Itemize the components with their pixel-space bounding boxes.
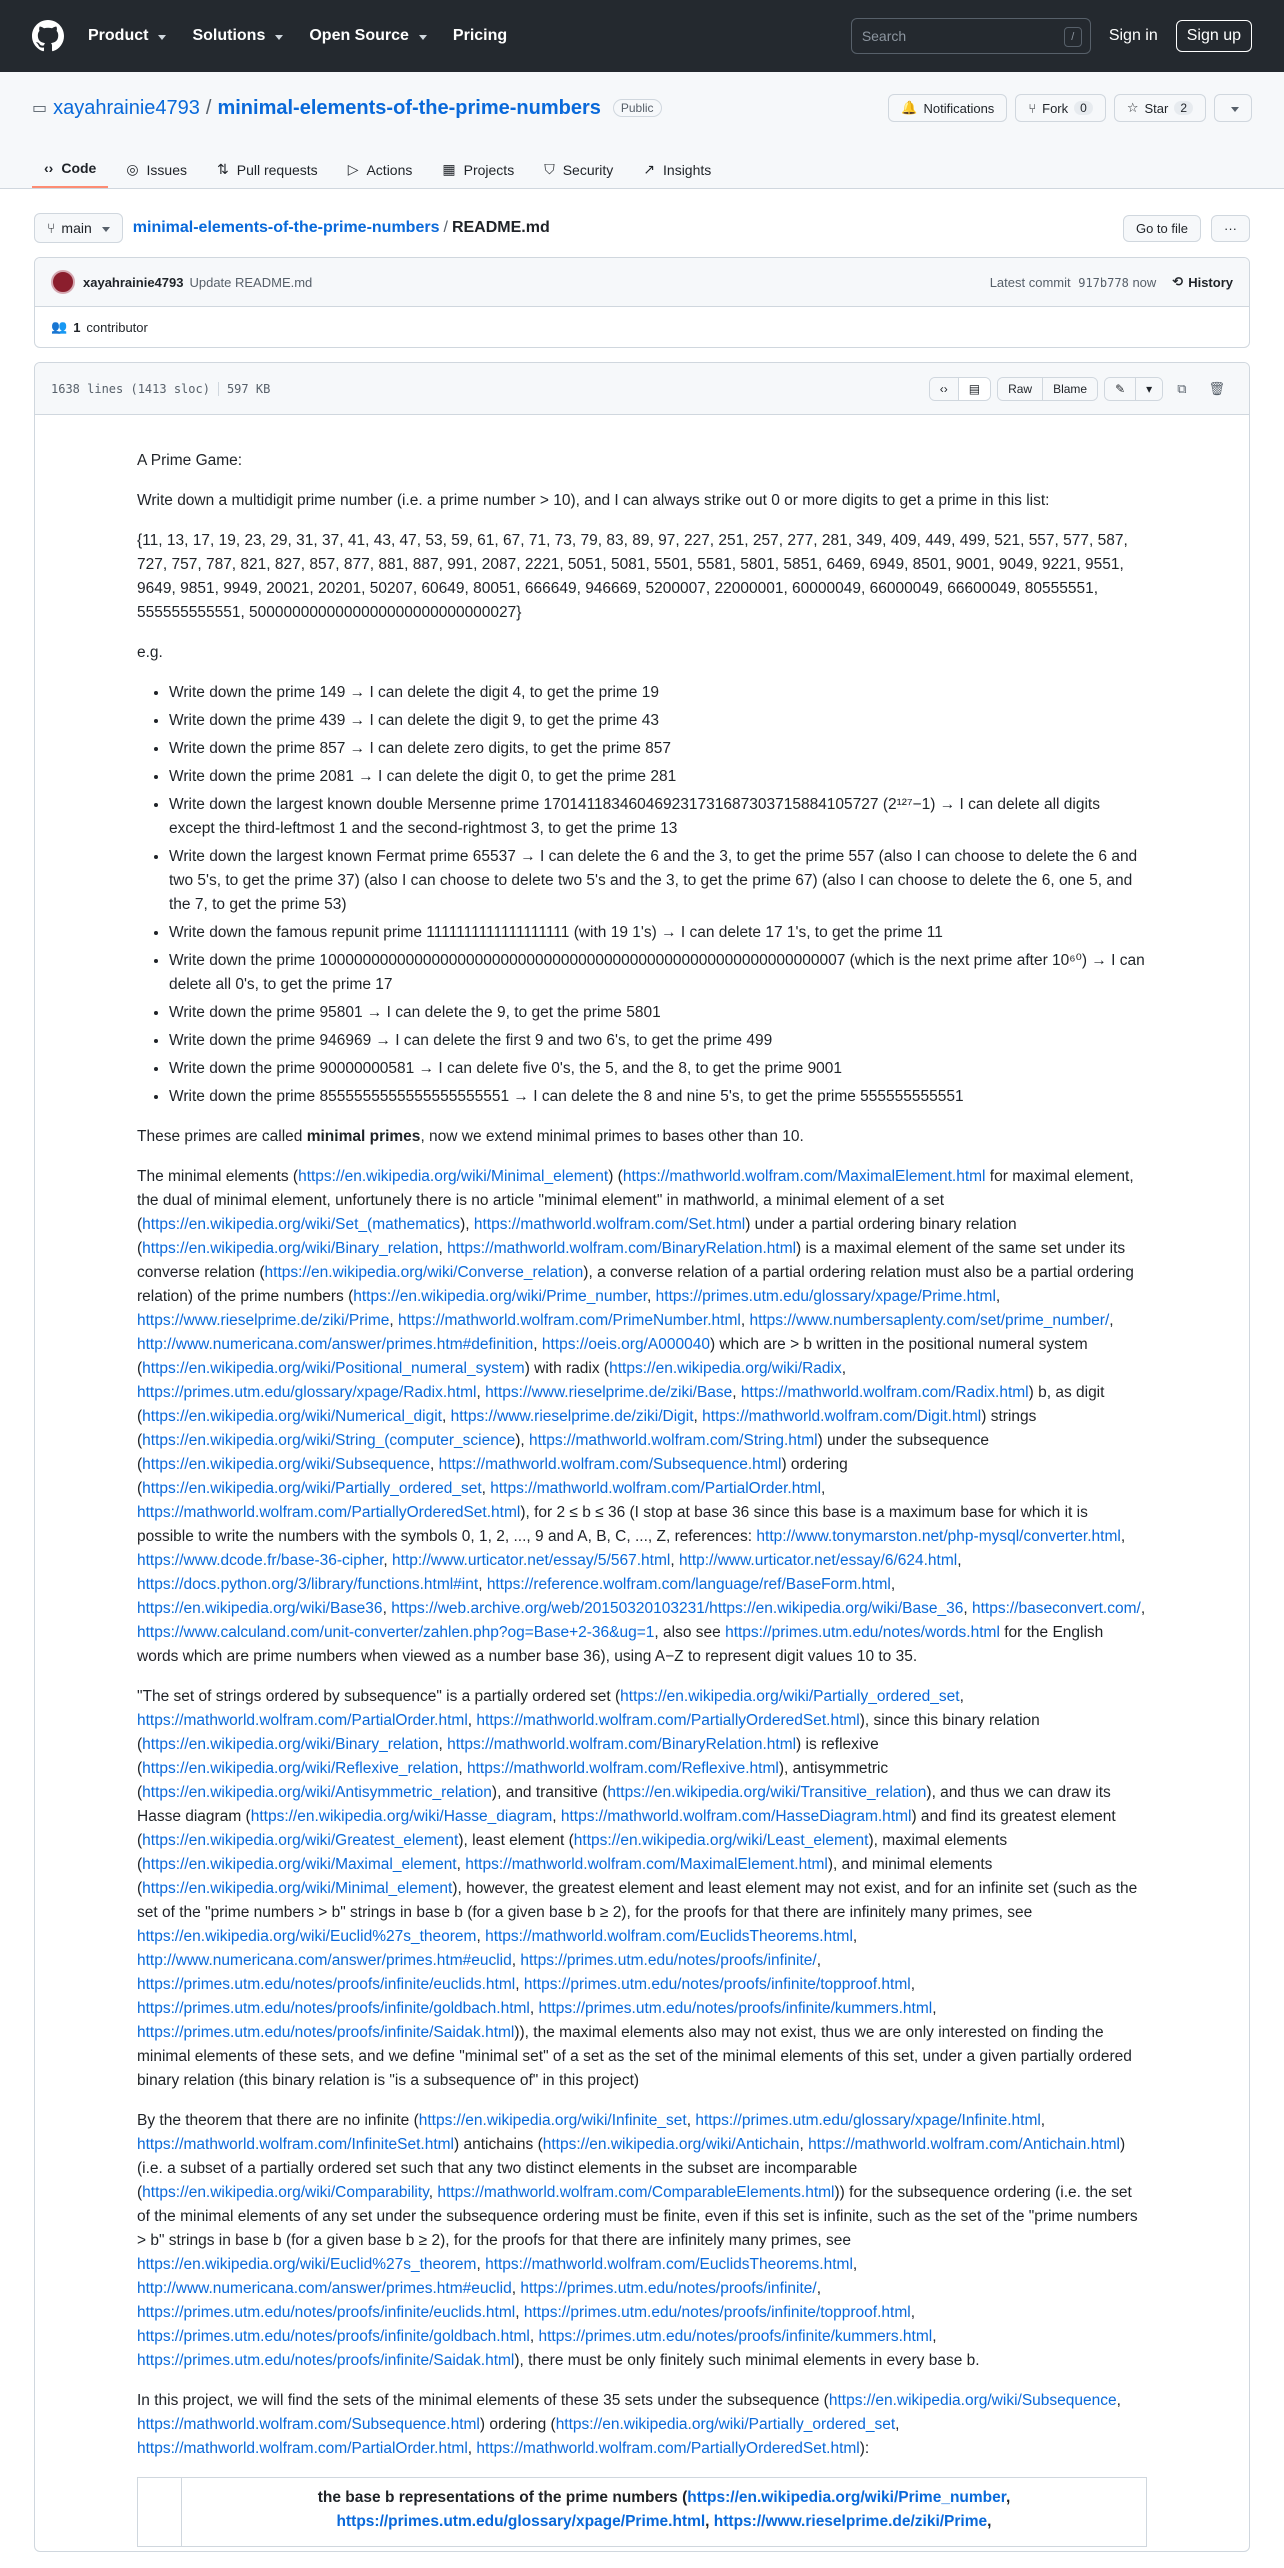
github-logo-icon[interactable] (32, 19, 66, 53)
main-content (0, 189, 1284, 2568)
fork-label: Fork (1042, 100, 1069, 116)
notifications-label: Notifications (923, 100, 995, 116)
list-item: • Write down the prime 946969 → I can delete the first 9 and two 6's, to get the prime 499 (169, 1029, 1147, 1053)
signin-link[interactable]: Sign in (1108, 27, 1158, 44)
file-viewer (34, 362, 1250, 2552)
chevron-down-icon (1231, 107, 1239, 112)
readme-link[interactable]: https://primes.utm.edu/notes/proofs/infinite/ (520, 2280, 817, 2297)
star-label: Star (1144, 100, 1169, 116)
readme-link[interactable]: https://en.wikipedia.org/wiki/Maximal_element (142, 1856, 457, 1873)
visibility-badge: Public (613, 99, 662, 117)
readme-link[interactable]: https://primes.utm.edu/notes/proofs/infinite/topproof.html (523, 1976, 911, 1993)
readme-link[interactable]: https://primes.utm.edu/notes/proofs/infinite/euclids.html (137, 1976, 516, 1993)
readme-link[interactable]: https://en.wikipedia.org/wiki/Prime_number (353, 1288, 648, 1305)
graph-icon: ↗ (643, 161, 656, 177)
nav-pricing[interactable] (453, 27, 507, 45)
readme-link[interactable]: https://www.rieselprime.de/ziki/Base (485, 1384, 733, 1401)
readme-link[interactable]: https://docs.python.org/3/library/functions.html#int (137, 1576, 479, 1593)
commit-message[interactable]: Update README.md (189, 274, 313, 290)
play-icon: ▷ (347, 161, 359, 177)
list-item: • Write down the prime 857 → I can delete zero digits, to get the prime 857 (169, 737, 1147, 761)
list-item: • Write down the prime 2081 → I can delete the digit 0, to get the prime 281 (169, 765, 1147, 789)
readme-link[interactable]: https://en.wikipedia.org/wiki/Positional_numeral_system (142, 1360, 525, 1377)
readme-link[interactable]: https://primes.utm.edu/notes/proofs/infinite/Saidak.html (137, 2024, 515, 2041)
commit-box (34, 257, 1250, 348)
signup-button[interactable]: Sign up (1176, 20, 1252, 52)
star-dropdown-button[interactable] (1214, 94, 1252, 122)
pencil-icon[interactable]: ✎ (1105, 378, 1135, 400)
fork-count: 0 (1074, 101, 1093, 115)
readme-link[interactable]: https://en.wikipedia.org/wiki/Hasse_diagram (250, 1808, 553, 1825)
chevron-down-icon (158, 35, 166, 40)
readme-link[interactable]: https://primes.utm.edu/notes/proofs/infinite/kummers.html (538, 2328, 933, 2345)
readme-paragraph (137, 1125, 1147, 1149)
readme-paragraph: By the theorem that there are no infinite (https://en.wikipedia.org/wiki/Infinite_set, https://primes.utm.edu/glossary/xpage/Infinite.html, https://mathworld.wolfram.com/InfiniteSet.html) antichains (https://en.wikipedia.org/wiki/Antichain, https://mathworld.wolfram.com/Antichain.html) (i.e. a subset of a partially ordered set such that any two distinct elements in the subset are incomparable (https://en.wikipedia.org/wiki/Comparability, https://mathworld.wolfram.com/ComparableElements.html)) for the subsequence ordering (i.e. the set of the minimal elements of any set under the subsequence ordering must be finite, even if this set is infinite, such as the set of the "prime numbers > b" strings in base b (for a given base b ≥ 2), for the proofs for that there are infinitely many primes, see https://en.wikipedia.org/wiki/Euclid%27s_theorem, https://mathworld.wolfram.com/EuclidsTheorems.html, http://www.numericana.com/answer/primes.htm#euclid, https://primes.utm.edu/notes/proofs/infinite/, https://primes.utm.edu/notes/proofs/infinite/euclids.html, https://primes.utm.edu/notes/proofs/infinite/topproof.html, https://primes.utm.edu/notes/proofs/infinite/goldbach.html, https://primes.utm.edu/notes/proofs/infinite/kummers.html, https://primes.utm.edu/notes/proofs/infinite/Saidak.html), there must be only finitely such minimal elements in every base b. (137, 2112, 1138, 2369)
readme-link[interactable]: https://en.wikipedia.org/wiki/Subsequence (828, 2392, 1117, 2409)
star-button[interactable] (1114, 94, 1206, 122)
readme-link[interactable]: https://en.wikipedia.org/wiki/Numerical_digit (142, 1408, 442, 1425)
readme-link[interactable]: https://primes.utm.edu/notes/proofs/infinite/kummers.html (538, 2000, 933, 2017)
breadcrumb-separator: / (443, 219, 448, 236)
contributor-label: contributor (86, 319, 148, 335)
search-input[interactable] (851, 18, 1091, 54)
view-toggle (929, 377, 991, 401)
readme-link[interactable]: https://en.wikipedia.org/wiki/Euclid%27s_theorem (137, 2256, 477, 2273)
readme-link[interactable]: https://primes.utm.edu/notes/proofs/infinite/euclids.html (137, 2304, 516, 2321)
readme-link[interactable]: https://web.archive.org/web/20150320103231/https://en.wikipedia.org/wiki/Base_36 (391, 1600, 964, 1617)
text-span: These primes are called (137, 1128, 307, 1145)
file-size: 597 KB (226, 381, 271, 396)
readme-link[interactable]: https://mathworld.wolfram.com/Radix.html (740, 1384, 1029, 1401)
readme-link[interactable]: https://en.wikipedia.org/wiki/Partially_ordered_set (555, 2416, 896, 2433)
tab-issues[interactable] (114, 151, 199, 188)
header-divider (218, 382, 219, 396)
repo-header (0, 72, 1284, 189)
readme-link[interactable]: https://oeis.org/A000040 (541, 1336, 710, 1353)
readme-link[interactable]: https://primes.utm.edu/glossary/xpage/Prime.html (336, 2513, 706, 2530)
tab-security-label: Security (562, 161, 614, 178)
readme-link[interactable]: https://www.rieselprime.de/ziki/Digit (450, 1408, 694, 1425)
readme-link[interactable]: https://mathworld.wolfram.com/Set.html (473, 1216, 746, 1233)
tab-actions[interactable] (336, 151, 425, 188)
readme-link[interactable]: https://www.rieselprime.de/ziki/Prime (137, 1312, 390, 1329)
readme-link[interactable]: https://mathworld.wolfram.com/String.html (529, 1432, 818, 1449)
tab-pull-requests[interactable] (205, 151, 330, 188)
readme-link[interactable]: https://mathworld.wolfram.com/PartialOrder.html (137, 2440, 468, 2457)
tab-projects[interactable] (430, 151, 526, 188)
readme-link[interactable]: http://www.urticator.net/essay/6/624.html (678, 1552, 958, 1569)
commit-author-link[interactable]: xayahrainie4793 (83, 274, 184, 290)
readme-link[interactable]: https://mathworld.wolfram.com/ComparableElements.html (437, 2184, 835, 2201)
branch-name: main (61, 220, 92, 236)
nav-product[interactable] (88, 27, 166, 45)
table-header-cell: the base b representations of the prime numbers (https://en.wikipedia.org/wiki/Prime_number, https://primes.utm.edu/glossary/xpage/Prime.html, https://www.rieselprime.de/ziki/Prime, (317, 2489, 1011, 2530)
avatar[interactable] (51, 270, 75, 294)
readme-link[interactable]: https://www.numbersaplenty.com/set/prime_number/ (749, 1312, 1110, 1329)
example-list (169, 681, 1147, 1109)
tab-security[interactable] (532, 151, 625, 188)
readme-link[interactable]: https://en.wikipedia.org/wiki/Transitive_relation (607, 1784, 927, 1801)
fork-icon: ⑂ (1028, 100, 1037, 116)
text-span: , now we extend minimal primes to bases other than 10. (420, 1128, 804, 1145)
pull-request-icon: ⇅ (217, 161, 229, 177)
trash-icon[interactable]: 🗑 (1208, 380, 1225, 396)
readme-link[interactable]: https://mathworld.wolfram.com/HasseDiagram.html (560, 1808, 912, 1825)
readme-link[interactable]: https://mathworld.wolfram.com/InfiniteSet.html (137, 2136, 455, 2153)
tab-insights[interactable] (631, 151, 723, 188)
code-view-icon[interactable]: ‹› (930, 378, 958, 400)
shield-icon: ⛉ (544, 161, 555, 177)
table-icon: ▦ (442, 161, 456, 177)
list-item: • Write down the prime 439 → I can delete the digit 9, to get the prime 43 (169, 709, 1147, 733)
tab-projects-label: Projects (463, 161, 515, 178)
people-icon: 👥 (51, 319, 68, 334)
contributors-row[interactable] (35, 307, 1249, 347)
repo-title-separator: / (205, 96, 212, 119)
readme-link[interactable]: https://en.wikipedia.org/wiki/Binary_relation (142, 1736, 439, 1753)
readme-link[interactable]: https://mathworld.wolfram.com/PrimeNumber.html (398, 1312, 741, 1329)
file-line-count: 1638 lines (1413 sloc) (51, 381, 210, 396)
tab-insights-label: Insights (663, 161, 712, 178)
readme-link[interactable]: https://mathworld.wolfram.com/Antichain.html (808, 2136, 1120, 2153)
file-toolbar (929, 377, 1233, 401)
readme-link[interactable]: https://en.wikipedia.org/wiki/Least_element (573, 1832, 869, 1849)
breadcrumb (133, 219, 550, 237)
readme-link[interactable]: https://en.wikipedia.org/wiki/Partially_ordered_set (620, 1688, 960, 1705)
latest-commit-label (990, 275, 1157, 290)
list-item: • Write down the famous repunit prime 1111111111111111111 (with 19 1's) → I can delete 17 1's, to get the prime 11 (169, 921, 1147, 945)
readme-link[interactable]: https://en.wikipedia.org/wiki/Radix (609, 1360, 842, 1377)
list-item: • Write down the largest known double Mersenne prime 170141183460469231731687303715884105727 (2¹²⁷−1) → I can delete all digits except the third-leftmost 1 and the second-rightmost 3, to get the prime 13 (169, 793, 1147, 841)
readme-link[interactable]: https://mathworld.wolfram.com/Digit.html (702, 1408, 982, 1425)
readme-link[interactable]: http://www.urticator.net/essay/5/567.html (392, 1552, 671, 1569)
list-item: • Write down the prime 95801 → I can delete the 9, to get the prime 5801 (169, 1001, 1147, 1025)
repo-owner-link[interactable]: xayahrainie4793 (53, 96, 200, 119)
nav-pricing-label: Pricing (452, 27, 508, 44)
readme-paragraph: "The set of strings ordered by subsequence" is a partially ordered set (https://en.wikipedia.org/wiki/Partially_ordered_set, https://mathworld.wolfram.com/PartialOrder.html, https://mathworld.wolfram.com/PartiallyOrderedSet.html), since this binary relation (https://en.wikipedia.org/wiki/Binary_relation, https://mathworld.wolfram.com/BinaryRelation.html) is reflexive (https://en.wikipedia.org/wiki/Reflexive_relation, https://mathworld.wolfram.com/Reflexive.html), antisymmetric (https://en.wikipedia.org/wiki/Antisymmetric_relation), and transitive (https://en.wikipedia.org/wiki/Transitive_relation), and thus we can draw its Hasse diagram (https://en.wikipedia.org/wiki/Hasse_diagram, https://mathworld.wolfram.com/HasseDiagram.html) and find its greatest element (https://en.wikipedia.org/wiki/Greatest_element), least element (https://en.wikipedia.org/wiki/Least_element), maximal elements (https://en.wikipedia.org/wiki/Maximal_element, https://mathworld.wolfram.com/MaximalElement.html), and minimal elements (https://en.wikipedia.org/wiki/Minimal_element), however, the greatest element and least element may not exist, and for an infinite set (such as the set of the "prime numbers > b" strings in base b (for a given base b ≥ 2), for the proofs for that there are infinitely many primes, see https://en.wikipedia.org/wiki/Euclid%27s_theorem, https://mathworld.wolfram.com/EuclidsTheorems.html, http://www.numericana.com/answer/primes.htm#euclid, https://primes.utm.edu/notes/proofs/infinite/, https://primes.utm.edu/notes/proofs/infinite/euclids.html, https://primes.utm.edu/notes/proofs/infinite/topproof.html, https://primes.utm.edu/notes/proofs/infinite/goldbach.html, https://primes.utm.edu/notes/proofs/infinite/kummers.html, https://primes.utm.edu/notes/proofs/infinite/Saidak.html)), the maximal elements also may not exist, thus we are only interested on finding the minimal elements of these sets, and we define "minimal set" of a set as the set of the minimal elements of this set, under a given partially ordered binary relation (this binary relation is "is a subsequence of" in this project) (137, 1688, 1138, 2089)
latest-commit-row (35, 258, 1249, 307)
nav-solutions-label: Solutions (192, 27, 266, 44)
bases-table (137, 2477, 1147, 2547)
readme-link[interactable]: http://www.numericana.com/answer/primes.htm#definition (137, 1336, 534, 1353)
go-to-file-button[interactable]: Go to file (1123, 215, 1201, 242)
bell-icon: 🔔 (901, 100, 918, 115)
readme-link[interactable]: https://primes.utm.edu/glossary/xpage/Prime.html (655, 1288, 996, 1305)
readme-paragraph: Write down a multidigit prime number (i.e. a prime number > 10), and I can always strike out 0 or more digits to get a prime in this list: (137, 492, 1050, 509)
readme-link[interactable]: https://en.wikipedia.org/wiki/Infinite_set (418, 2112, 687, 2129)
readme-link[interactable]: https://en.wikipedia.org/wiki/Converse_relation (264, 1264, 584, 1281)
edit-group (1104, 377, 1163, 401)
readme-link[interactable]: https://primes.utm.edu/notes/proofs/infinite/goldbach.html (137, 2328, 530, 2345)
readme-link[interactable]: https://en.wikipedia.org/wiki/Partially_ordered_set (142, 1480, 482, 1497)
readme-link[interactable]: https://reference.wolfram.com/language/ref/BaseForm.html (486, 1576, 891, 1593)
readme-link[interactable]: http://www.tonymarston.net/php-mysql/converter.html (756, 1528, 1121, 1545)
list-item: • Write down the prime 8555555555555555555551 → I can delete the 8 and nine 5's, to get the prime 555555555551 (169, 1085, 1147, 1109)
table-cell (138, 2478, 182, 2546)
nav-product-label: Product (88, 27, 149, 44)
readme-link[interactable]: https://mathworld.wolfram.com/EuclidsTheorems.html (485, 1928, 853, 1945)
nav-open-source[interactable] (309, 27, 427, 45)
readme-paragraph: The minimal elements (https://en.wikipedia.org/wiki/Minimal_element) (https://mathworld.wolfram.com/MaximalElement.html for maximal element, the dual of minimal element, unfortunely there is no article "minimal element" in mathworld, a minimal element of a set (https://en.wikipedia.org/wiki/Set_(mathematics), https://mathworld.wolfram.com/Set.html) under a partial ordering binary relation (https://en.wikipedia.org/wiki/Binary_relation, https://mathworld.wolfram.com/BinaryRelation.html) is a maximal element of the same set under its converse relation (https://en.wikipedia.org/wiki/Converse_relation), a converse relation of a partial ordering relation must also be a partial ordering relation) of the prime numbers (https://en.wikipedia.org/wiki/Prime_number, https://primes.utm.edu/glossary/xpage/Prime.html, https://www.rieselprime.de/ziki/Prime, https://mathworld.wolfram.com/PrimeNumber.html, https://www.numbersaplenty.com/set/prime_number/, http://www.numericana.com/answer/primes.htm#definition, https://oeis.org/A000040) which are > b written in the positional numeral system (https://en.wikipedia.org/wiki/Positional_numeral_system) with radix (https://en.wikipedia.org/wiki/Radix, https://primes.utm.edu/glossary/xpage/Radix.html, https://www.rieselprime.de/ziki/Base, https://mathworld.wolfram.com/Radix.html) b, as digit (https://en.wikipedia.org/wiki/Numerical_digit, https://www.rieselprime.de/ziki/Digit, https://mathworld.wolfram.com/Digit.html) strings (https://en.wikipedia.org/wiki/String_(computer_science), https://mathworld.wolfram.com/String.html) under the subsequence (https://en.wikipedia.org/wiki/Subsequence, https://mathworld.wolfram.com/Subsequence.html) ordering (https://en.wikipedia.org/wiki/Partially_ordered_set, https://mathworld.wolfram.com/PartialOrder.html, https://mathworld.wolfram.com/PartiallyOrderedSet.html), for 2 ≤ b ≤ 36 (I stop at base 36 since this base is a maximum base for which it is possible to write the numbers with the symbols 0, 1, 2, ..., 9 and A, B, C, ..., Z, references: http://www.tonymarston.net/php-mysql/converter.html, https://www.dcode.fr/base-36-cipher, http://www.urticator.net/essay/5/567.html, http://www.urticator.net/essay/6/624.html, https://docs.python.org/3/library/functions.html#int, https://reference.wolfram.com/language/ref/BaseForm.html, https://en.wikipedia.org/wiki/Base36, https://web.archive.org/web/20150320103231/https://en.wikipedia.org/wiki/Base_36, https://baseconvert.com/, https://www.calculand.com/unit-converter/zahlen.php?og=Base+2-36&ug=1, also see https://primes.utm.edu/notes/words.html for the English words which are prime numbers when viewed as a number base 36), using A−Z to represent digit values 10 to 35. (137, 1168, 1146, 1665)
readme-link[interactable]: https://primes.utm.edu/notes/proofs/infinite/ (520, 1952, 817, 1969)
breadcrumb-filename: README.md (451, 219, 550, 236)
blame-button[interactable]: Blame (1042, 378, 1097, 400)
star-icon: ☆ (1126, 100, 1139, 115)
star-count: 2 (1174, 101, 1193, 115)
readme-link[interactable]: https://en.wikipedia.org/wiki/Comparability (142, 2184, 429, 2201)
tab-code[interactable] (32, 150, 108, 188)
breadcrumb-repo-link[interactable]: minimal-elements-of-the-prime-numbers (132, 219, 440, 236)
readme-link[interactable]: https://primes.utm.edu/glossary/xpage/Radix.html (137, 1384, 477, 1401)
branch-icon: ⑂ (47, 220, 56, 236)
readme-link[interactable]: https://primes.utm.edu/notes/proofs/infinite/Saidak.html (137, 2352, 515, 2369)
readme-link[interactable]: https://en.wikipedia.org/wiki/Antisymmetric_relation (142, 1784, 492, 1801)
readme-link[interactable]: https://mathworld.wolfram.com/PartiallyOrderedSet.html (137, 1504, 521, 1521)
tab-actions-label: Actions (366, 161, 413, 178)
chevron-down-icon (275, 35, 283, 40)
readme-link[interactable]: https://www.rieselprime.de/ziki/Prime (713, 2513, 988, 2530)
readme-link[interactable]: https://en.wikipedia.org/wiki/Prime_number (687, 2489, 1006, 2506)
history-label: History (1188, 274, 1233, 290)
fork-button[interactable] (1015, 94, 1106, 122)
readme-link[interactable]: https://mathworld.wolfram.com/MaximalElement.html (465, 1856, 828, 1873)
readme-link[interactable]: https://en.wikipedia.org/wiki/Minimal_element (298, 1168, 609, 1185)
history-button[interactable] (1172, 274, 1233, 290)
global-header (0, 0, 1284, 72)
notifications-button[interactable] (888, 94, 1007, 122)
search-placeholder: Search (861, 28, 907, 44)
readme-link[interactable]: https://mathworld.wolfram.com/Reflexive.html (466, 1760, 779, 1777)
readme-link[interactable]: https://mathworld.wolfram.com/Subsequence.html (137, 2416, 480, 2433)
readme-link[interactable]: https://primes.utm.edu/notes/proofs/infinite/topproof.html (523, 2304, 911, 2321)
readme-paragraph: e.g. (137, 644, 163, 661)
list-item: • Write down the largest known Fermat prime 65537 → I can delete the 6 and the 3, to get the prime 557 (also I can choose to delete the 6 and two 5's, to get the prime 37) (also I can choose to delete two 5's and the 3, to get the prime 67) (also I can choose to delete the 6, one 5, and the 7, to get the prime 53) (169, 845, 1147, 917)
repo-tabs (32, 140, 1252, 188)
readme-paragraph: A Prime Game: (137, 452, 243, 469)
readme-link[interactable]: https://mathworld.wolfram.com/PartialOrder.html (137, 1712, 468, 1729)
file-header (35, 363, 1249, 415)
readme-content (35, 415, 1249, 2547)
readme-link[interactable]: https://en.wikipedia.org/wiki/Minimal_element (142, 1880, 453, 1897)
chevron-down-icon (102, 227, 110, 232)
list-item: • Write down the prime 1000000000000000000000000000000000000000000000000000000000007 (which is the next prime after 10⁶⁰) → I can delete all 0's, to get the prime 17 (169, 949, 1147, 997)
readme-link[interactable]: https://mathworld.wolfram.com/MaximalElement.html (622, 1168, 986, 1185)
bold-term: minimal primes (306, 1128, 421, 1145)
readme-link[interactable]: https://www.dcode.fr/base-36-cipher (137, 1552, 384, 1569)
readme-link[interactable]: https://primes.utm.edu/notes/proofs/infinite/goldbach.html (137, 2000, 530, 2017)
list-item: • Write down the prime 149 → I can delete the digit 4, to get the prime 19 (169, 681, 1147, 705)
tab-issues-label: Issues (146, 161, 188, 178)
readme-link[interactable]: https://mathworld.wolfram.com/PartiallyOrderedSet.html (476, 2440, 860, 2457)
readme-link[interactable]: https://en.wikipedia.org/wiki/Subsequence (142, 1456, 430, 1473)
raw-button[interactable]: Raw (998, 378, 1042, 400)
code-icon: ‹› (44, 160, 54, 176)
tab-code-label: Code (61, 160, 97, 176)
chevron-down-icon (419, 35, 427, 40)
preview-view-icon[interactable]: ▤ (958, 378, 990, 400)
edit-dropdown-chevron-icon[interactable]: ▾ (1135, 378, 1162, 400)
readme-paragraph: In this project, we will find the sets of the minimal elements of these 35 sets under the subsequence (https://en.wikipedia.org/wiki/Subsequence, https://mathworld.wolfram.com/Subsequence.html) ordering (https://en.wikipedia.org/wiki/Partially_ordered_set, https://mathworld.wolfram.com/PartialOrder.html, https://mathworld.wolfram.com/PartiallyOrderedSet.html): (137, 2392, 1121, 2457)
readme-link[interactable]: https://mathworld.wolfram.com/Subsequence.html (438, 1456, 782, 1473)
readme-link[interactable]: http://www.numericana.com/answer/primes.htm#euclid (137, 1952, 512, 1969)
readme-paragraph: {11, 13, 17, 19, 23, 29, 31, 37, 41, 43, 47, 53, 59, 61, 67, 71, 73, 79, 83, 89, 97, 227, 251, 257, 277, 281, 349, 409, 449, 499, 521, 557, 577, 587, 727, 757, 787, 821, 827, 857, 877, 881, 887, 991, 2087, 2221, 5051, 5081, 5501, 5581, 5801, 5851, 6469, 6949, 8501, 9001, 9049, 9221, 9551, 9649, 9851, 9949, 20021, 20201, 50207, 60649, 80051, 666649, 946669, 5200007, 22000001, 60000049, 66000049, 66600049, 80555551, 555555555551, 5000000000000000000000000000027} (137, 532, 1128, 621)
nav-solutions[interactable] (192, 27, 283, 45)
readme-link[interactable]: https://www.calculand.com/unit-converter/zahlen.php?og=Base+2-36&ug=1 (137, 1624, 655, 1641)
readme-link[interactable]: https://en.wikipedia.org/wiki/Greatest_element (142, 1832, 459, 1849)
latest-commit-text: Latest commit (989, 274, 1071, 290)
search-shortcut-badge: / (1064, 27, 1082, 47)
more-options-button[interactable]: ··· (1211, 215, 1250, 242)
tab-pull-requests-label: Pull requests (236, 161, 318, 178)
issue-icon: ◎ (126, 161, 139, 177)
copy-icon[interactable]: ⧉ (1177, 380, 1187, 396)
file-navigation (34, 213, 1250, 243)
readme-link[interactable]: https://mathworld.wolfram.com/PartiallyOrderedSet.html (476, 1712, 860, 1729)
branch-selector[interactable] (34, 213, 123, 243)
raw-blame-group (997, 377, 1098, 401)
list-item: • Write down the prime 90000000581 → I can delete five 0's, the 5, and the 8, to get the prime 9001 (169, 1057, 1147, 1081)
commit-time: now (1132, 274, 1157, 290)
readme-link[interactable]: https://primes.utm.edu/glossary/xpage/Infinite.html (695, 2112, 1041, 2129)
repo-icon: ▭ (32, 100, 48, 117)
readme-link[interactable]: https://mathworld.wolfram.com/PartialOrder.html (490, 1480, 822, 1497)
history-icon: ⟲ (1172, 274, 1184, 289)
readme-link[interactable]: https://en.wikipedia.org/wiki/Antichain (542, 2136, 800, 2153)
nav-open-source-label: Open Source (309, 27, 409, 44)
contributor-count: 1 (73, 319, 81, 335)
readme-link[interactable]: https://en.wikipedia.org/wiki/Binary_relation (142, 1240, 439, 1257)
readme-link[interactable]: https://en.wikipedia.org/wiki/Euclid%27s_theorem (137, 1928, 477, 1945)
readme-link[interactable]: https://en.wikipedia.org/wiki/String_(computer_science (142, 1432, 516, 1449)
repo-name-link[interactable]: minimal-elements-of-the-prime-numbers (217, 96, 601, 119)
readme-link[interactable]: https://en.wikipedia.org/wiki/Set_(mathematics (142, 1216, 461, 1233)
readme-link[interactable]: https://mathworld.wolfram.com/BinaryRelation.html (447, 1240, 797, 1257)
readme-link[interactable]: https://primes.utm.edu/notes/words.html (725, 1624, 1000, 1641)
readme-link[interactable]: http://www.numericana.com/answer/primes.htm#euclid (137, 2280, 512, 2297)
readme-link[interactable]: https://en.wikipedia.org/wiki/Reflexive_relation (142, 1760, 459, 1777)
readme-link[interactable]: https://en.wikipedia.org/wiki/Base36 (137, 1600, 383, 1617)
readme-link[interactable]: https://mathworld.wolfram.com/EuclidsTheorems.html (485, 2256, 853, 2273)
readme-link[interactable]: https://mathworld.wolfram.com/BinaryRelation.html (447, 1736, 797, 1753)
commit-hash-link[interactable]: 917b778 (1078, 275, 1129, 290)
readme-link[interactable]: https://baseconvert.com/ (971, 1600, 1141, 1617)
